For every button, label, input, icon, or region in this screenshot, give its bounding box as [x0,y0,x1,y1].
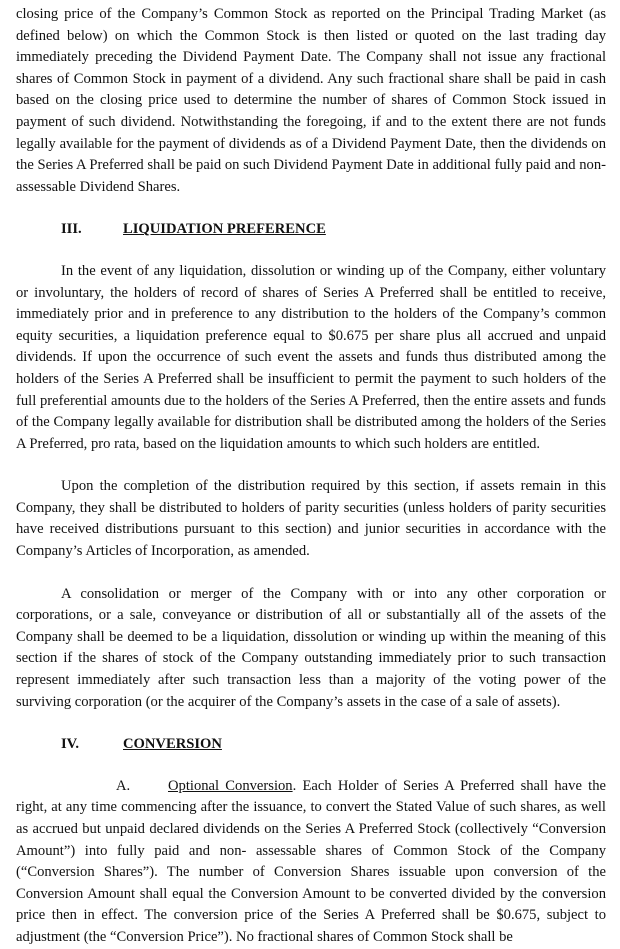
liquidation-paragraph-3: A consolidation or merger of the Company with or into any other corporation or corporations, or a sale, conveyance or distribution of all or substantially all of the assets of the Company shall be deemed to be a liquidation, dissolution or winding up within the meaning of this section if the shares of stock of the Company outstanding immediately prior to such transaction represent immediately after such transaction less than a majority of the voting power of the surviving corporation (or the acquirer of the Company’s assets in the case of a sale of assets). [16,585,606,710]
subsection-title: Optional Conversion [168,777,293,794]
liquidation-paragraph-2: Upon the completion of the distribution required by this section, if assets remain in this Company, they shall be distributed to holders of parity securities (unless holders of parity securities have received distributions pursuant to this section) and junior securities in accordance with the Company’s Articles of Incorporation, as amended. [16,478,606,560]
intro-paragraph: closing price of the Company’s Common Stock as reported on the Principal Trading Market (as defined below) on which the Common Stock is then listed or quoted on the last trading day immediately preceding the Dividend Payment Date. The Company shall not issue any fractional shares of Common Stock in payment of a dividend. Any such fractional share shall be paid in cash based on the closing price used to determine the number of shares of Common Stock issued in payment of such dividend. Notwithstanding the foregoing, if and to the extent there are not funds legally available for the payment of dividends as of a Dividend Payment Date, then the dividends on the Series A Preferred shall be paid on such Dividend Payment Date in additional fully paid and non-assessable Dividend Shares. [16,6,606,195]
section-number: III. [61,221,82,238]
section-title: LIQUIDATION PREFERENCE [123,221,326,238]
subsection-text: . Each Holder of Series A Preferred shall have the right, at any time commencing after the issuance, to convert the Stated Value of such shares, as well as accrued but unpaid declared dividends on the Series A Preferred Stock (collectively “Conversion Amount”) into fully paid and non- assessable shares of Common Stock of the Company (“Conversion Shares”). The number of Conversion Shares issuable upon conversion of the Conversion Amount shall equal the Conversion Amount to be converted divided by the conversion price then in effect. The conversion price of the Series A Preferred shall be $0.675, subject to adjustment (the “Conversion Price”). No fractional shares of Common Stock shall be [16,777,606,945]
section-title: CONVERSION [123,736,222,753]
section-number: IV. [61,736,79,753]
optional-conversion-paragraph [16,776,606,949]
section-heading-liquidation-preference [16,219,606,241]
subsection-label: A. [116,777,131,794]
section-heading-conversion [16,734,606,756]
liquidation-paragraph-1: In the event of any liquidation, dissolution or winding up of the Company, either voluntary or involuntary, the holders of record of shares of Series A Preferred shall be entitled to receive, immediately prior and in preference to any distribution to the holders of the Company’s common equity securities, a liquidation preference equal to $0.675 per share plus all accrued and unpaid dividends. If upon the occurrence of such event the assets and funds thus distributed among the holders of the Series A Preferred shall be insufficient to permit the payment to such holders of the full preferential amounts due to the holders of the Series A Preferred, then the entire assets and funds of the Company legally available for distribution shall be distributed among the holders of the Series A Preferred, pro rata, based on the liquidation amounts to which such holders are entitled. [16,262,606,452]
